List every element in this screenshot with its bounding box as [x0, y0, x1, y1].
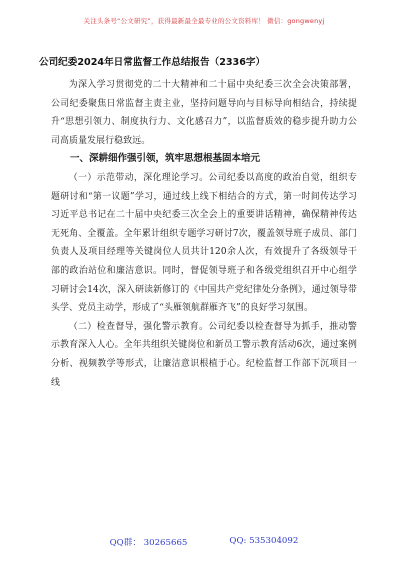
document-title: 公司纪委2024年日常监督工作总结报告（2336字） [39, 57, 266, 68]
qq-number: QQ: 535304092 [229, 536, 299, 546]
top-banner: 关注头条号“公文研究”，获得最新最全最专业的公文资料库！ 微信：gongwenyj [83, 17, 325, 25]
paragraph-theory-study: （一）示范带动，深化理论学习。公司纪委以高度的政治自觉，组织专题研讨和“第一议题”学习，通过线上线下相结合的方式，第一时间传达学习习近平总书记在二十届中央纪委三次全会上的重要讲话精神，确保精神传达无死角、全覆盖。全年累计组织专题学习研讨7次，覆盖领导班子成员、部门负责人及项目经理等关键岗位人员共计120余人次，有效提升了各级领导干部的政治站位和廉洁意识。同时，督促领导班子和各级党组织召开中心组学习研讨会14次，深入研读新修订的《中国共产党纪律处分条例》，通过领导带头学、党员主动学，形成了“头雁领航群雁齐飞”的良好学习氛围。 [51, 172, 357, 314]
footer-contacts [0, 536, 408, 548]
qq-group-number: QQ群： 30265665 [109, 538, 188, 548]
paragraph-warning-education: （二）检查督导，强化警示教育。公司纪委以检查督导为抓手，推动警示教育深入人心。全年共组织关键岗位和新员工警示教育活动6次，通过案例分析、视频教学等形式，让廉洁意识根植于心。纪检监督工作部下沉项目一线 [51, 321, 357, 388]
document-body [39, 56, 357, 392]
intro-paragraph: 为深入学习贯彻党的二十大精神和二十届中央纪委三次全会决策部署，公司纪委聚焦日常监督主责主业，坚持问题导向与目标导向相结合，持续提升“思想引领力、制度执行力、文化感召力”，以监督质效的稳步提升助力公司高质量发展行稳致远。 [51, 80, 357, 146]
section-heading-1: 一、深耕细作强引领，筑牢思想根基固本培元 [70, 153, 261, 165]
